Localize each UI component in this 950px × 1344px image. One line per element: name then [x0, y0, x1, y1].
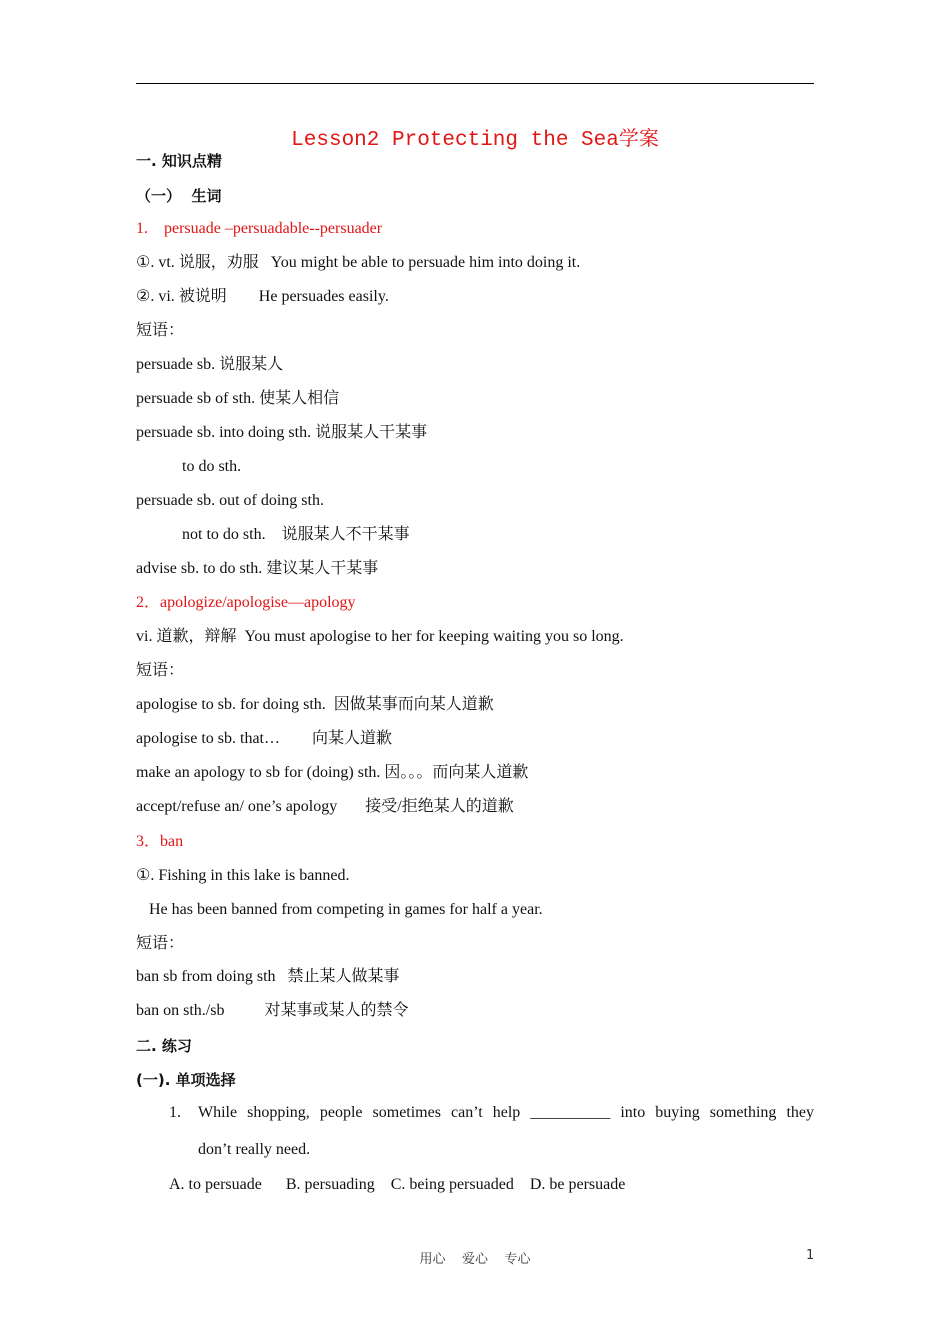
word1-def2: ②. vi. 被说明 He persuades easily. [136, 288, 389, 305]
section1-heading: 一. 知识点精 [136, 152, 222, 170]
word1-phrase-5: advise sb. to do sth. 建议某人干某事 [136, 560, 379, 577]
word1-phrase-1: persuade sb. 说服某人 [136, 356, 284, 373]
word2-phrase-3: make an apology to sb for (doing) sth. 因。。。而向某人道歉 [136, 764, 529, 781]
word3-phrase-label: 短语： [136, 935, 185, 952]
word2-phrase-4: accept/refuse an/ one’s apology 接受/拒绝某人的道歉 [136, 798, 514, 815]
question1-number: 1. [169, 1104, 181, 1121]
question1-text: While shopping, people sometimes can’t help __________ into buying something they [198, 1104, 814, 1121]
word1-phrase-3: persuade sb. into doing sth. 说服某人干某事 [136, 424, 428, 441]
page-title [136, 122, 814, 152]
page-number: 1 [806, 1248, 815, 1263]
word3-phrase-1: ban sb from doing sth 禁止某人做某事 [136, 968, 400, 985]
word2-phrase-1: apologise to sb. for doing sth. 因做某事而向某人道歉 [136, 696, 494, 713]
word1-phrase-3b: to do sth. [182, 458, 242, 475]
word2-def1: vi. 道歉，辩解 You must apologise to her for keeping waiting you so long. [136, 628, 624, 645]
word3-heading: 3．ban [136, 833, 184, 850]
word1-phrase-4: persuade sb. out of doing sth. [136, 492, 324, 509]
word1-phrase-4b: not to do sth. 说服某人不干某事 [182, 526, 410, 543]
question1-options: A. to persuade B. persuading C. being persuaded D. be persuade [169, 1176, 626, 1193]
word1-heading: 1. persuade –persuadable--persuader [136, 220, 383, 237]
question1-continuation: don’t really need. [198, 1141, 311, 1158]
word1-phrase-label: 短语： [136, 322, 185, 339]
word1-phrase-2: persuade sb of sth. 使某人相信 [136, 390, 340, 407]
title-en: Lesson2 Protecting the Sea [291, 129, 619, 152]
word2-phrase-label: 短语： [136, 662, 185, 679]
word1-def1: ①. vt. 说服，劝服 You might be able to persuade him into doing it. [136, 254, 581, 271]
section2-subheading: (一). 单项选择 [136, 1071, 236, 1089]
word3-phrase-2: ban on sth./sb 对某事或某人的禁令 [136, 1002, 409, 1019]
page-footer: 用心 爱心 专心 [419, 1252, 531, 1267]
header-rule [136, 83, 814, 84]
title-cn: 学案 [618, 126, 659, 150]
section1-subheading: （一） 生词 [136, 187, 222, 205]
word3-example-2: He has been banned from competing in games for half a year. [149, 901, 543, 918]
word2-heading: 2．apologize/apologise—apology [136, 594, 356, 611]
word2-phrase-2: apologise to sb. that… 向某人道歉 [136, 730, 392, 747]
word3-example-1: ①. Fishing in this lake is banned. [136, 867, 350, 884]
section2-heading: 二. 练习 [136, 1037, 192, 1055]
